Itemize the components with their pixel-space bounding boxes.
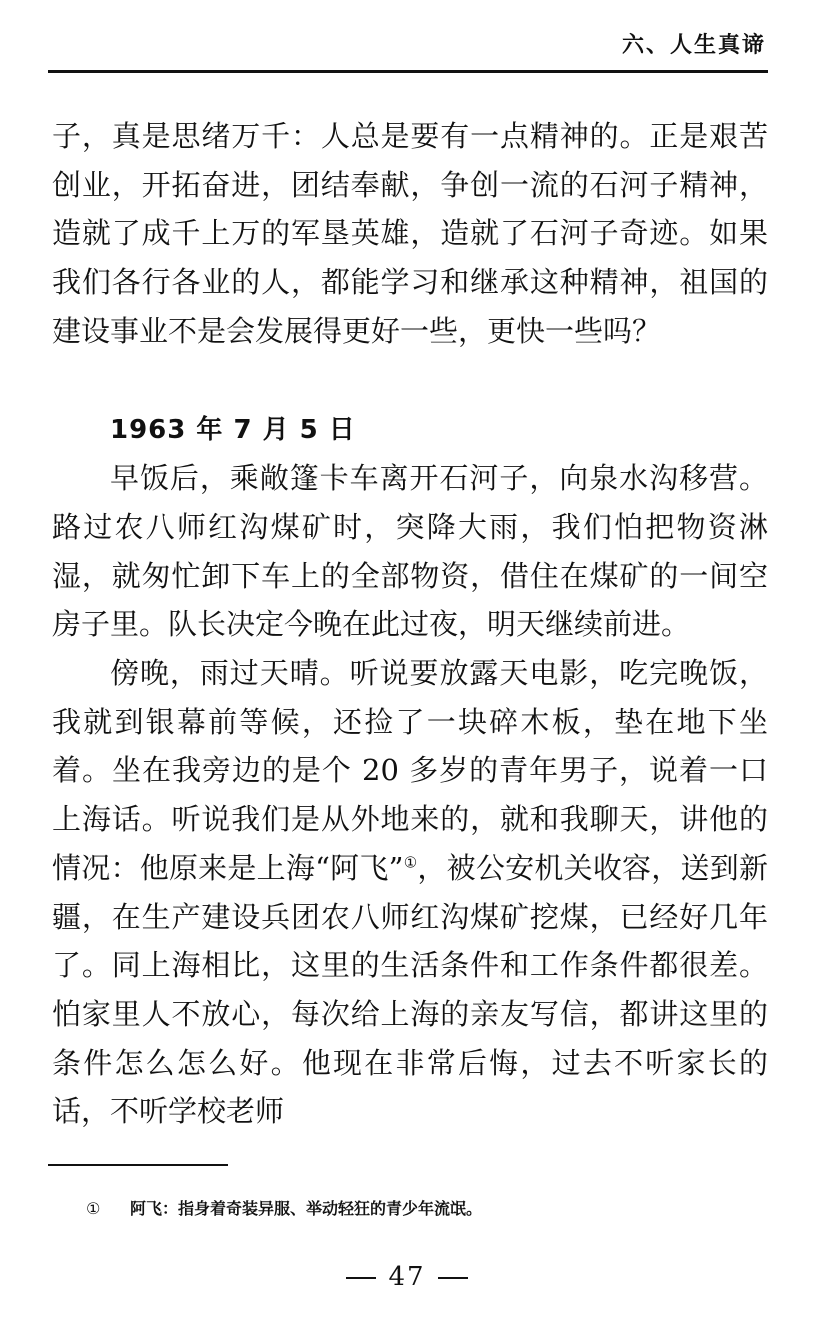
footnote-reference: ① — [403, 853, 418, 872]
page-number-dash-right — [438, 1277, 468, 1279]
footnote-rule — [48, 1164, 228, 1166]
page-number-dash-left — [346, 1277, 376, 1279]
body-text — [52, 112, 768, 1136]
diary-date-heading: 1963 年 7 月 5 日 — [110, 414, 356, 445]
footnote — [86, 1196, 482, 1219]
paragraph-continued: 子，真是思绪万千：人总是要有一点精神的。正是艰苦创业，开拓奋进，团结奉献，争创一流的石河子精神，造就了成千上万的军垦英雄，造就了石河子奇迹。如果我们各行各业的人，都能学习和继承这种精神，祖国的建设事业不是会发展得更好一些，更快一些吗？ — [52, 119, 768, 348]
paragraph-text: 傍晚，雨过天晴。听说要放露天电影，吃完晚饭，我就到银幕前等候，还捡了一块碎木板，垫在地下坐着。坐在我旁边的是个 20 多岁的青年男子，说着一口上海话。听说我们是从外地来的，就和我聊天，讲他的情况：他原来是上海“阿飞” — [52, 656, 768, 885]
page-number — [0, 1262, 814, 1292]
paragraph: 早饭后，乘敞篷卡车离开石河子，向泉水沟移营。路过农八师红沟煤矿时，突降大雨，我们怕把物资淋湿，就匆忙卸下车上的全部物资，借住在煤矿的一间空房子里。队长决定今晚在此过夜，明天继续前进。 — [52, 461, 768, 642]
header-rule — [48, 70, 768, 73]
paragraph — [52, 649, 768, 1136]
page-number-value: 47 — [388, 1262, 426, 1292]
running-header: 六、人生真谛 — [621, 33, 766, 58]
footnote-text: 阿飞：指身着奇装异服、举动轻狂的青少年流氓。 — [130, 1199, 483, 1218]
footnote-marker: ① — [86, 1199, 101, 1218]
paragraph-text: ，被公安机关收容，送到新疆，在生产建设兵团农八师红沟煤矿挖煤，已经好几年了。同上海相比，这里的生活条件和工作条件都很差。怕家里人不放心，每次给上海的亲友写信，都讲这里的条件怎么怎么好。他现在非常后悔，过去不听家长的话，不听学校老师 — [52, 850, 768, 1129]
